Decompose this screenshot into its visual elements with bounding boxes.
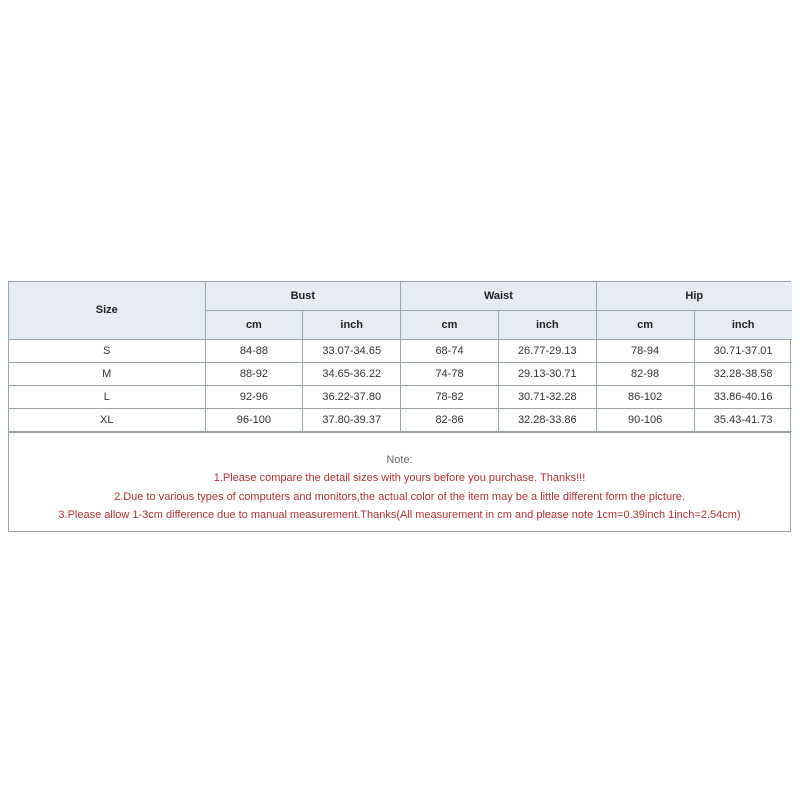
value-cell: 34.65-36.22 xyxy=(303,362,401,385)
group-header-bust: Bust xyxy=(205,282,401,310)
unit-header: cm xyxy=(596,310,694,339)
size-header: Size xyxy=(9,282,205,339)
table-row xyxy=(9,362,792,385)
value-cell: 33.86-40.16 xyxy=(694,385,792,408)
notes-section xyxy=(9,432,790,531)
value-cell: 35.43-41.73 xyxy=(694,408,792,431)
value-cell: 90-106 xyxy=(596,408,694,431)
size-table xyxy=(9,282,792,432)
value-cell: 29.13-30.71 xyxy=(498,362,596,385)
value-cell: 78-94 xyxy=(596,339,694,362)
value-cell: 32.28-38.58 xyxy=(694,362,792,385)
value-cell: 30.71-37.01 xyxy=(694,339,792,362)
value-cell: 82-98 xyxy=(596,362,694,385)
value-cell: 32.28-33.86 xyxy=(498,408,596,431)
note-line: 3.Please allow 1-3cm difference due to manual measurement.Thanks(All measurement in cm and please note 1cm=0.39inch 1inch=2.54cm) xyxy=(58,509,741,521)
table-row xyxy=(9,385,792,408)
table-row xyxy=(9,408,792,431)
unit-header: cm xyxy=(401,310,499,339)
size-cell: XL xyxy=(9,408,205,431)
note-line: 2.Due to various types of computers and monitors,the actual color of the item may be a little different form the picture. xyxy=(114,490,685,503)
value-cell: 68-74 xyxy=(401,339,499,362)
unit-header: inch xyxy=(498,310,596,339)
size-cell: M xyxy=(9,362,205,385)
value-cell: 92-96 xyxy=(205,385,303,408)
size-cell: L xyxy=(9,385,205,408)
size-chart xyxy=(8,281,791,532)
table-row xyxy=(9,339,792,362)
value-cell: 82-86 xyxy=(401,408,499,431)
value-cell: 84-88 xyxy=(205,339,303,362)
group-header-waist: Waist xyxy=(401,282,597,310)
note-title: Note: xyxy=(386,453,413,466)
unit-header: inch xyxy=(303,310,401,339)
value-cell: 33.07-34.65 xyxy=(303,339,401,362)
value-cell: 78-82 xyxy=(401,385,499,408)
group-header-hip: Hip xyxy=(596,282,792,310)
note-line: 1.Please compare the detail sizes with yours before you purchase. Thanks!!! xyxy=(213,472,586,484)
unit-header: cm xyxy=(205,310,303,339)
value-cell: 74-78 xyxy=(401,362,499,385)
value-cell: 30.71-32.28 xyxy=(498,385,596,408)
unit-header: inch xyxy=(694,310,792,339)
value-cell: 86-102 xyxy=(596,385,694,408)
value-cell: 36.22-37.80 xyxy=(303,385,401,408)
value-cell: 96-100 xyxy=(205,408,303,431)
value-cell: 37.80-39.37 xyxy=(303,408,401,431)
size-cell: S xyxy=(9,339,205,362)
value-cell: 26.77-29.13 xyxy=(498,339,596,362)
header-row-groups xyxy=(9,282,792,310)
value-cell: 88-92 xyxy=(205,362,303,385)
